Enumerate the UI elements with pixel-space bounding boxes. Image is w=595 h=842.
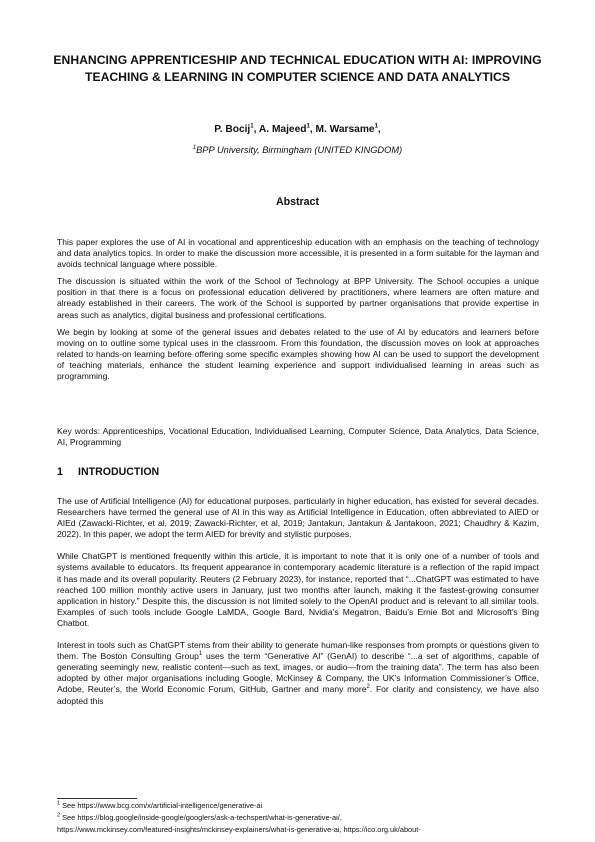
affiliation [0, 145, 595, 155]
author-name: M. Warsame [315, 124, 375, 135]
abstract-body [57, 237, 539, 388]
author-name: P. Bocij [214, 124, 251, 135]
footnote-mark: 1 [57, 800, 61, 807]
author-name: A. Majeed [258, 124, 307, 135]
footnote-ref[interactable]: 1 [198, 651, 203, 658]
paragraph-text: Interest in tools such as ChatGPT stems from their ability to generate human-like responses from prompts or questions given to them. The Boston Consulting Group [57, 640, 539, 662]
footnote-text[interactable]: https://www.mckinsey.com/featured-insights/mckinsey-explainers/what-is-generative-ai, https://ico.org.uk/about- [57, 825, 421, 834]
section-heading [57, 466, 159, 478]
footnote-mark: 2 [57, 812, 61, 819]
footnote-divider [57, 798, 137, 799]
abstract-paragraph: The discussion is situated within the work of the School of Technology at BPP University. The School occupies a unique position in that there is a focus on professional education delivered by practitioners, where learners are often mature and already established in their careers. The work of the School is supported by partner organisations that provide expertise in areas such as analytics, digital business and professional certifications. [57, 276, 539, 320]
footnote-text[interactable]: See https://www.bcg.com/x/artificial-intelligence/generative-ai [62, 801, 263, 810]
section-title: INTRODUCTION [78, 466, 160, 478]
author-affiliation-mark: 1 [374, 123, 378, 130]
body-paragraph: While ChatGPT is mentioned frequently within this article, it is important to note that it is only one of a number of tools and systems available to educators. Its frequent appearance in contemporary academic literature is a reflection of the rapid impact it has made and its overall popularity. Reuters (2 February 2023), for instance, reported that “...ChatGPT was estimated to have reached 100 million monthly active users in January, just two months after launch, making it the fastest-growing consumer application in history.” Despite this, the discussion is not limited solely to the OpenAI product and is relevant to all similar tools. Examples of such tools include Google LaMDA, Google Bard, Nvidia’s Megatron, Baidu’s Ernie Bot and Microsoft’s Bing Chatbot. [57, 551, 539, 628]
affiliation-text: BPP University, Birmingham (UNITED KINGDOM) [196, 145, 403, 155]
author-affiliation-mark: 1 [306, 123, 310, 130]
paragraph-text: uses the term “Generative AI” (GenAI) to describe “...a set of algorithms, capable of generating seemingly new, realistic content—such as text, images, or audio—from the training data”. The term has also been adopted by other major organisations including Google, McKinsey & Company, the UK’s Information Commissioner’s Office, Adobe, Reuter’s, the World Economic Forum, GitHub, Gartner and many more [57, 651, 539, 695]
footnote-continued [57, 825, 542, 835]
author-separator: , [377, 124, 381, 135]
introduction-body [57, 496, 539, 713]
footnote-ref[interactable]: 2 [366, 684, 370, 691]
paper-title: ENHANCING APPRENTICESHIP AND TECHNICAL EDUCATION WITH AI: IMPROVING TEACHING & LEARNING IN COMPUTER SCIENCE AND DATA ANALYTICS [53, 53, 542, 84]
author-separator: , [253, 124, 259, 135]
abstract-heading: Abstract [276, 196, 319, 208]
body-paragraph: The use of Artificial Intelligence (AI) for educational purposes, particularly in higher education, has existed for several decades. Researchers have termed the general use of AI in this way as Artificial Intelligence in Education, often abbreviated to AIED or AIEd (Zawacki-Richter, et al, 2019; Zawacki-Richter, et al, 2019; Jantakun, Jantakun & Jantakoon, 2021; Chaudhry & Kazim, 2022). In this paper, we adopt the term AIED for brevity and stylistic purposes. [57, 496, 539, 540]
author-separator: , [309, 124, 316, 135]
footnote [57, 813, 542, 823]
footnote-text[interactable]: See https://blog.google/inside-google/googlers/ask-a-techspert/what-is-generative-ai/, [62, 813, 342, 822]
paragraph-text: . For clarity and consistency, we have also adopted this [57, 684, 540, 706]
body-paragraph [57, 640, 539, 707]
author-list [0, 124, 595, 135]
author-affiliation-mark: 1 [250, 123, 254, 130]
keywords: Key words: Apprenticeships, Vocational Education, Individualised Learning, Computer Science, Data Analytics, Data Science, AI, Programming [57, 426, 539, 448]
abstract-paragraph: We begin by looking at some of the general issues and debates related to the use of AI by educators and learners before moving on to outline some typical uses in the classroom. From this foundation, the discussion moves on look at approaches related to hands-on learning before offering some specific examples showing how AI can be used to support the development of teaching materials, enhance the student learning experience and support individualised learning in areas such as programming. [57, 326, 539, 382]
abstract-paragraph: This paper explores the use of AI in vocational and apprenticeship education with an emphasis on the teaching of technology and data analytics topics. In order to make the discussion more accessible, it is presented in a form suitable for the layman and avoids technical language where possible. [57, 237, 539, 270]
footnote [57, 801, 542, 811]
affiliation-mark: 1 [192, 144, 197, 151]
section-number: 1 [57, 466, 63, 478]
